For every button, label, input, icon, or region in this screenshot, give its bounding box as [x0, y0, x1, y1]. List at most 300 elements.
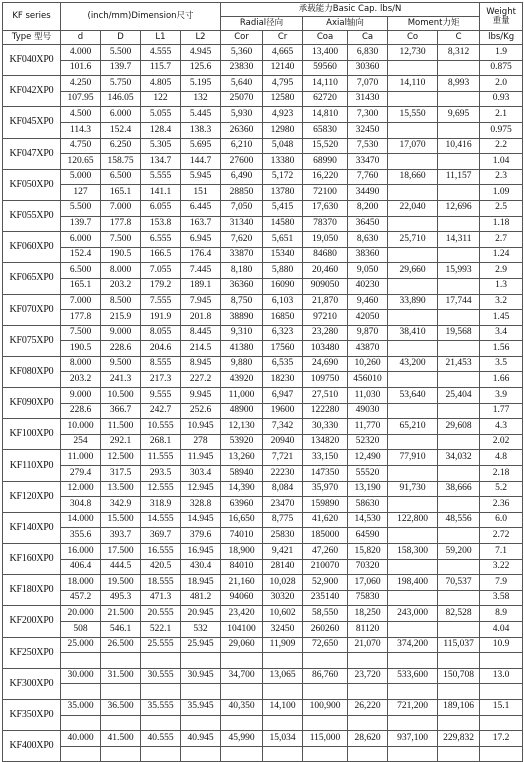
- cell-mm-co: [388, 590, 438, 606]
- cell-mm-d: 228.6: [61, 403, 101, 419]
- cell-inch-d: 14.000: [61, 512, 101, 528]
- cell-mm-L2: 144.7: [181, 154, 221, 170]
- cell-inch-c: 9,695: [438, 107, 480, 123]
- cell-inch-D: 12.500: [101, 450, 141, 466]
- cell-inch-weight: 2.7: [480, 232, 523, 248]
- cell-mm-coa: [303, 746, 348, 762]
- cell-inch-weight: 8.9: [480, 606, 523, 622]
- cell-inch-d: 8.000: [61, 356, 101, 372]
- cell-inch-coa: 72,650: [303, 637, 348, 653]
- cell-mm-L1: 115.7: [141, 60, 181, 76]
- header-d: d: [61, 31, 101, 45]
- model-cell: KF350XP0: [3, 699, 61, 730]
- cell-inch-cor: 23,420: [221, 606, 263, 622]
- cell-inch-ca: 13,190: [348, 481, 388, 497]
- model-cell: KF040XP0: [3, 45, 61, 76]
- cell-inch-L2: 8.445: [181, 325, 221, 341]
- cell-mm-ca: 33470: [348, 154, 388, 170]
- cell-inch-co: 77,910: [388, 450, 438, 466]
- cell-mm-cr: 19600: [263, 403, 303, 419]
- model-cell: KF047XP0: [3, 138, 61, 169]
- cell-mm-L1: 268.1: [141, 434, 181, 450]
- model-cell: KF200XP0: [3, 606, 61, 637]
- table-row: [3, 200, 523, 216]
- cell-inch-weight: 3.2: [480, 294, 523, 310]
- table-row: [3, 45, 523, 61]
- cell-inch-L1: 5.055: [141, 107, 181, 123]
- cell-inch-co: 29,660: [388, 263, 438, 279]
- cell-inch-c: 15,993: [438, 263, 480, 279]
- cell-mm-D: 139.7: [101, 60, 141, 76]
- header-series: KF series: [3, 3, 61, 31]
- cell-mm-cr: 18230: [263, 372, 303, 388]
- cell-inch-ca: 9,050: [348, 263, 388, 279]
- cell-inch-ca: 7,530: [348, 138, 388, 154]
- header-weight: [480, 3, 523, 31]
- cell-mm-d: 304.8: [61, 497, 101, 513]
- cell-mm-L1: 217.3: [141, 372, 181, 388]
- cell-mm-cr: [263, 684, 303, 700]
- cell-inch-cr: 6,323: [263, 325, 303, 341]
- cell-inch-L1: 6.055: [141, 200, 181, 216]
- cell-mm-L2: 278: [181, 434, 221, 450]
- cell-mm-c: [438, 60, 480, 76]
- cell-mm-ca: 42050: [348, 310, 388, 326]
- cell-mm-cr: 17560: [263, 341, 303, 357]
- table-row: [3, 450, 523, 466]
- cell-mm-cr: 12980: [263, 122, 303, 138]
- cell-mm-cor: 53920: [221, 434, 263, 450]
- header-weight-unit: lbs/Kg: [480, 31, 523, 45]
- cell-mm-co: [388, 278, 438, 294]
- cell-inch-ca: 9,870: [348, 325, 388, 341]
- cell-inch-D: 36.500: [101, 699, 141, 715]
- cell-mm-c: [438, 185, 480, 201]
- cell-inch-co: 12,730: [388, 45, 438, 61]
- cell-mm-cor: 38890: [221, 310, 263, 326]
- model-cell: KF045XP0: [3, 107, 61, 138]
- cell-mm-weight: 1.3: [480, 278, 523, 294]
- cell-mm-L1: [141, 746, 181, 762]
- cell-inch-d: 6.000: [61, 232, 101, 248]
- cell-mm-L2: [181, 684, 221, 700]
- model-cell: KF042XP0: [3, 76, 61, 107]
- cell-inch-coa: 14,110: [303, 76, 348, 92]
- header-L2: L2: [181, 31, 221, 45]
- cell-inch-c: 21,453: [438, 356, 480, 372]
- cell-mm-ca: 49030: [348, 403, 388, 419]
- cell-inch-coa: 41,620: [303, 512, 348, 528]
- cell-mm-weight: 1.09: [480, 185, 523, 201]
- cell-mm-co: [388, 403, 438, 419]
- cell-inch-cor: 12,130: [221, 419, 263, 435]
- weight-label: Weight: [486, 7, 516, 17]
- cell-mm-D: [101, 715, 141, 731]
- cell-mm-ca: 38360: [348, 247, 388, 263]
- cell-inch-weight: 7.1: [480, 544, 523, 560]
- cell-mm-D: 158.75: [101, 154, 141, 170]
- table-row: [3, 232, 523, 248]
- cell-inch-c: 189,106: [438, 699, 480, 715]
- cell-inch-cor: 5,360: [221, 45, 263, 61]
- cell-inch-coa: 35,970: [303, 481, 348, 497]
- table-row-metric: [3, 403, 523, 419]
- cell-mm-ca: [348, 653, 388, 669]
- cell-inch-ca: 11,770: [348, 419, 388, 435]
- cell-mm-c: [438, 684, 480, 700]
- cell-mm-cr: 15340: [263, 247, 303, 263]
- cell-inch-weight: 7.9: [480, 575, 523, 591]
- cell-inch-co: 53,640: [388, 388, 438, 404]
- cell-mm-D: [101, 684, 141, 700]
- cell-mm-weight: 3.58: [480, 590, 523, 606]
- cell-inch-D: 41.500: [101, 731, 141, 747]
- cell-mm-d: [61, 653, 101, 669]
- cell-mm-c: [438, 216, 480, 232]
- cell-mm-c: [438, 746, 480, 762]
- cell-mm-ca: 52320: [348, 434, 388, 450]
- cell-inch-c: 115,037: [438, 637, 480, 653]
- cell-inch-c: 82,528: [438, 606, 480, 622]
- table-row: [3, 169, 523, 185]
- cell-inch-d: 12.000: [61, 481, 101, 497]
- cell-inch-c: 59,200: [438, 544, 480, 560]
- header-moment: Moment力矩: [388, 17, 480, 31]
- cell-inch-cr: 6,103: [263, 294, 303, 310]
- cell-inch-cr: 9,421: [263, 544, 303, 560]
- cell-mm-ca: 34490: [348, 185, 388, 201]
- cell-mm-ca: 70320: [348, 559, 388, 575]
- cell-inch-coa: 14,810: [303, 107, 348, 123]
- cell-inch-D: 7.000: [101, 200, 141, 216]
- cell-mm-ca: 36450: [348, 216, 388, 232]
- cell-inch-co: 158,300: [388, 544, 438, 560]
- cell-mm-d: 152.4: [61, 247, 101, 263]
- table-row: [3, 388, 523, 404]
- cell-mm-cr: 14580: [263, 216, 303, 232]
- cell-inch-weight: 3.5: [480, 356, 523, 372]
- cell-inch-ca: 7,760: [348, 169, 388, 185]
- cell-inch-coa: 21,870: [303, 294, 348, 310]
- model-cell: KF400XP0: [3, 731, 61, 762]
- cell-inch-ca: 10,260: [348, 356, 388, 372]
- cell-inch-c: 70,537: [438, 575, 480, 591]
- cell-inch-c: 10,416: [438, 138, 480, 154]
- cell-mm-coa: 147350: [303, 466, 348, 482]
- cell-inch-ca: 28,620: [348, 731, 388, 747]
- cell-mm-ca: 31430: [348, 91, 388, 107]
- cell-inch-D: 8.500: [101, 294, 141, 310]
- cell-mm-d: 457.2: [61, 590, 101, 606]
- cell-inch-ca: 26,220: [348, 699, 388, 715]
- model-cell: KF050XP0: [3, 169, 61, 200]
- cell-mm-coa: 159890: [303, 497, 348, 513]
- cell-inch-D: 5.750: [101, 76, 141, 92]
- cell-inch-d: 20.000: [61, 606, 101, 622]
- cell-inch-coa: 23,280: [303, 325, 348, 341]
- cell-mm-L1: 293.5: [141, 466, 181, 482]
- cell-mm-coa: 68990: [303, 154, 348, 170]
- cell-mm-co: [388, 528, 438, 544]
- cell-mm-L2: 303.4: [181, 466, 221, 482]
- cell-inch-L2: 11.945: [181, 450, 221, 466]
- cell-inch-ca: 18,250: [348, 606, 388, 622]
- cell-mm-co: [388, 122, 438, 138]
- cell-inch-D: 31.500: [101, 668, 141, 684]
- cell-mm-d: 508: [61, 621, 101, 637]
- cell-inch-weight: 3.4: [480, 325, 523, 341]
- cell-mm-D: 342.9: [101, 497, 141, 513]
- cell-inch-coa: 115,000: [303, 731, 348, 747]
- cell-mm-coa: 210070: [303, 559, 348, 575]
- cell-inch-co: 937,100: [388, 731, 438, 747]
- cell-inch-d: 4.250: [61, 76, 101, 92]
- cell-mm-d: [61, 715, 101, 731]
- cell-inch-cr: 5,172: [263, 169, 303, 185]
- cell-mm-cor: 104100: [221, 621, 263, 637]
- cell-inch-ca: 14,530: [348, 512, 388, 528]
- cell-inch-ca: 9,460: [348, 294, 388, 310]
- cell-mm-c: [438, 278, 480, 294]
- cell-mm-cr: 25830: [263, 528, 303, 544]
- cell-mm-ca: 64590: [348, 528, 388, 544]
- cell-inch-L2: 40.945: [181, 731, 221, 747]
- cell-mm-coa: 185000: [303, 528, 348, 544]
- cell-inch-cor: 8,750: [221, 294, 263, 310]
- cell-mm-L1: [141, 715, 181, 731]
- header-L1: L1: [141, 31, 181, 45]
- cell-inch-cr: 15,034: [263, 731, 303, 747]
- cell-mm-cor: 28850: [221, 185, 263, 201]
- cell-mm-coa: 59560: [303, 60, 348, 76]
- cell-inch-cr: 10,028: [263, 575, 303, 591]
- cell-inch-D: 21.500: [101, 606, 141, 622]
- cell-inch-cor: 45,990: [221, 731, 263, 747]
- cell-inch-weight: 4.3: [480, 419, 523, 435]
- cell-inch-D: 9.000: [101, 325, 141, 341]
- cell-inch-L2: 35.945: [181, 699, 221, 715]
- model-cell: KF090XP0: [3, 388, 61, 419]
- cell-mm-L1: 242.7: [141, 403, 181, 419]
- cell-inch-co: 198,400: [388, 575, 438, 591]
- cell-mm-ca: 30360: [348, 60, 388, 76]
- table-row: [3, 544, 523, 560]
- cell-mm-cor: 74010: [221, 528, 263, 544]
- table-row-metric: [3, 185, 523, 201]
- cell-mm-D: 165.1: [101, 185, 141, 201]
- cell-inch-co: 65,210: [388, 419, 438, 435]
- table-row-metric: [3, 559, 523, 575]
- cell-mm-c: [438, 497, 480, 513]
- cell-mm-cor: 33870: [221, 247, 263, 263]
- cell-inch-cor: 8,180: [221, 263, 263, 279]
- cell-mm-L1: 522.1: [141, 621, 181, 637]
- cell-mm-weight: 2.02: [480, 434, 523, 450]
- cell-mm-weight: 1.56: [480, 341, 523, 357]
- cell-mm-D: 393.7: [101, 528, 141, 544]
- cell-inch-ca: 17,060: [348, 575, 388, 591]
- table-row-metric: [3, 528, 523, 544]
- cell-mm-co: [388, 91, 438, 107]
- cell-mm-c: [438, 559, 480, 575]
- cell-mm-coa: 72100: [303, 185, 348, 201]
- cell-mm-D: 444.5: [101, 559, 141, 575]
- cell-inch-c: 8,993: [438, 76, 480, 92]
- cell-inch-co: 25,710: [388, 232, 438, 248]
- cell-inch-L2: 8.945: [181, 356, 221, 372]
- cell-mm-c: [438, 653, 480, 669]
- cell-inch-c: 34,032: [438, 450, 480, 466]
- cell-inch-D: 6.500: [101, 169, 141, 185]
- cell-mm-ca: 456010: [348, 372, 388, 388]
- cell-mm-c: [438, 247, 480, 263]
- cell-inch-coa: 20,460: [303, 263, 348, 279]
- cell-inch-d: 25.000: [61, 637, 101, 653]
- cell-mm-coa: 260260: [303, 621, 348, 637]
- cell-inch-L1: 4.805: [141, 76, 181, 92]
- cell-mm-coa: 235140: [303, 590, 348, 606]
- cell-inch-D: 9.500: [101, 356, 141, 372]
- cell-mm-cor: 48900: [221, 403, 263, 419]
- cell-inch-co: 721,200: [388, 699, 438, 715]
- cell-inch-L1: 8.055: [141, 325, 181, 341]
- cell-mm-D: 366.7: [101, 403, 141, 419]
- cell-mm-co: [388, 621, 438, 637]
- cell-mm-ca: 32450: [348, 122, 388, 138]
- cell-inch-L2: 20.945: [181, 606, 221, 622]
- cell-mm-d: 406.4: [61, 559, 101, 575]
- cell-mm-coa: 65830: [303, 122, 348, 138]
- cell-mm-cr: [263, 746, 303, 762]
- cell-inch-ca: 6,830: [348, 45, 388, 61]
- cell-inch-L1: 11.555: [141, 450, 181, 466]
- table-row: [3, 699, 523, 715]
- cell-inch-ca: 12,490: [348, 450, 388, 466]
- cell-inch-L2: 12.945: [181, 481, 221, 497]
- cell-mm-L1: 420.5: [141, 559, 181, 575]
- table-row-metric: [3, 684, 523, 700]
- cell-inch-D: 10.500: [101, 388, 141, 404]
- cell-inch-cr: 4,795: [263, 76, 303, 92]
- model-cell: KF110XP0: [3, 450, 61, 481]
- header-ca: Ca: [348, 31, 388, 45]
- cell-mm-L1: 166.5: [141, 247, 181, 263]
- cell-inch-d: 11.000: [61, 450, 101, 466]
- table-row-metric: [3, 247, 523, 263]
- cell-inch-co: 374,200: [388, 637, 438, 653]
- header-radial: Radial径向: [221, 17, 303, 31]
- cell-mm-co: [388, 372, 438, 388]
- cell-inch-cor: 29,060: [221, 637, 263, 653]
- cell-mm-L2: 328.8: [181, 497, 221, 513]
- cell-mm-d: 203.2: [61, 372, 101, 388]
- cell-inch-d: 4.000: [61, 45, 101, 61]
- cell-inch-d: 4.750: [61, 138, 101, 154]
- cell-inch-c: 48,556: [438, 512, 480, 528]
- cell-mm-L1: [141, 653, 181, 669]
- cell-inch-D: 13.500: [101, 481, 141, 497]
- cell-inch-coa: 47,260: [303, 544, 348, 560]
- cell-mm-ca: [348, 684, 388, 700]
- cell-inch-d: 7.500: [61, 325, 101, 341]
- model-cell: KF160XP0: [3, 544, 61, 575]
- header-co: Co: [388, 31, 438, 45]
- cell-mm-coa: 84680: [303, 247, 348, 263]
- cell-inch-cor: 6,490: [221, 169, 263, 185]
- cell-inch-coa: 86,760: [303, 668, 348, 684]
- cell-inch-weight: 1.9: [480, 45, 523, 61]
- header-axial: Axial轴向: [303, 17, 388, 31]
- cell-mm-d: 114.3: [61, 122, 101, 138]
- model-cell: KF250XP0: [3, 637, 61, 668]
- cell-inch-L1: 7.055: [141, 263, 181, 279]
- cell-mm-c: [438, 91, 480, 107]
- cell-inch-cor: 5,930: [221, 107, 263, 123]
- cell-inch-cr: 5,880: [263, 263, 303, 279]
- cell-inch-cr: 11,909: [263, 637, 303, 653]
- cell-inch-coa: 16,220: [303, 169, 348, 185]
- header-c: C: [438, 31, 480, 45]
- model-cell: KF120XP0: [3, 481, 61, 512]
- cell-inch-D: 7.500: [101, 232, 141, 248]
- cell-inch-co: 91,730: [388, 481, 438, 497]
- cell-mm-cor: [221, 746, 263, 762]
- cell-inch-d: 40.000: [61, 731, 101, 747]
- cell-inch-L2: 9.945: [181, 388, 221, 404]
- cell-inch-L1: 5.555: [141, 169, 181, 185]
- cell-mm-c: [438, 372, 480, 388]
- table-row: [3, 481, 523, 497]
- table-row: [3, 637, 523, 653]
- cell-inch-cor: 9,880: [221, 356, 263, 372]
- cell-inch-D: 15.500: [101, 512, 141, 528]
- cell-inch-cr: 4,923: [263, 107, 303, 123]
- cell-mm-cr: 13780: [263, 185, 303, 201]
- cell-mm-weight: [480, 684, 523, 700]
- cell-mm-cr: 12580: [263, 91, 303, 107]
- cell-inch-weight: 15.1: [480, 699, 523, 715]
- cell-inch-coa: 19,050: [303, 232, 348, 248]
- cell-inch-L2: 7.445: [181, 263, 221, 279]
- cell-inch-L2: 6.445: [181, 200, 221, 216]
- cell-inch-ca: 23,720: [348, 668, 388, 684]
- cell-inch-L2: 16.945: [181, 544, 221, 560]
- cell-inch-weight: 2.3: [480, 169, 523, 185]
- model-cell: KF140XP0: [3, 512, 61, 543]
- spec-table-body: [3, 45, 523, 762]
- cell-mm-weight: 1.18: [480, 216, 523, 232]
- cell-mm-D: 177.8: [101, 216, 141, 232]
- cell-mm-cr: 32450: [263, 621, 303, 637]
- cell-mm-c: [438, 434, 480, 450]
- cell-mm-D: 228.6: [101, 341, 141, 357]
- cell-inch-co: 43,200: [388, 356, 438, 372]
- cell-inch-L2: 6.945: [181, 232, 221, 248]
- cell-inch-cr: 5,048: [263, 138, 303, 154]
- cell-mm-c: [438, 122, 480, 138]
- cell-inch-cor: 16,650: [221, 512, 263, 528]
- cell-mm-co: [388, 154, 438, 170]
- cell-inch-c: 229,832: [438, 731, 480, 747]
- cell-mm-co: [388, 434, 438, 450]
- cell-mm-L1: 179.2: [141, 278, 181, 294]
- cell-inch-d: 35.000: [61, 699, 101, 715]
- cell-mm-ca: [348, 746, 388, 762]
- cell-mm-ca: 55520: [348, 466, 388, 482]
- model-cell: KF055XP0: [3, 200, 61, 231]
- cell-inch-L1: 14.555: [141, 512, 181, 528]
- cell-inch-cor: 7,620: [221, 232, 263, 248]
